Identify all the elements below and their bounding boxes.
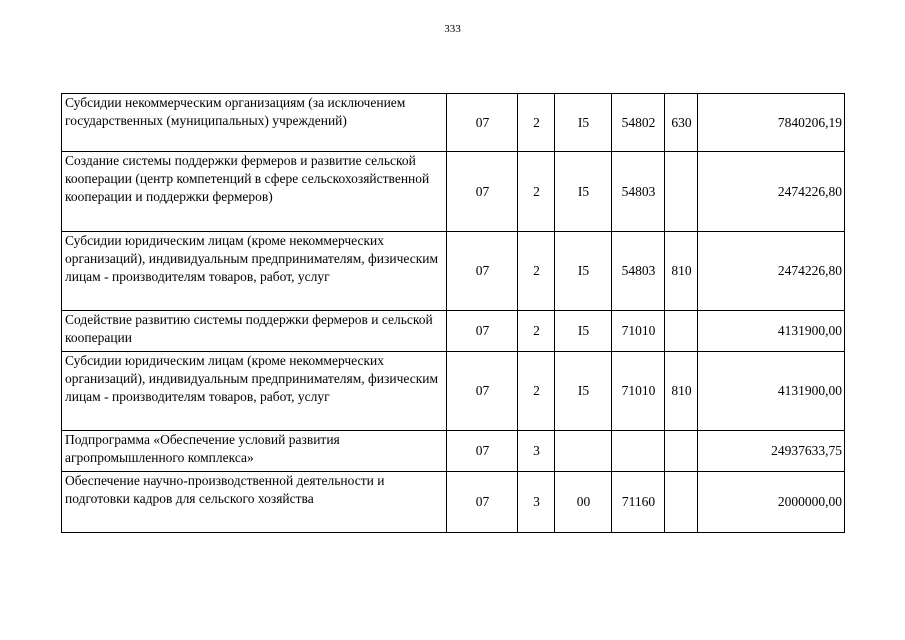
code-cell: 54802 xyxy=(612,94,665,152)
podrazdel-cell: 2 xyxy=(518,311,555,352)
page-number: 333 xyxy=(444,23,461,35)
podrazdel-cell: 2 xyxy=(518,232,555,311)
razdel-cell: 07 xyxy=(447,152,518,232)
row-name-cell: Обеспечение научно-производственной деятельности и подготовки кадров для сельского хозяйства xyxy=(62,472,447,533)
program-cell: I5 xyxy=(555,94,612,152)
sum-cell: 2000000,00 xyxy=(698,472,845,533)
sum-cell: 2474226,80 xyxy=(698,152,845,232)
vid-cell: 630 xyxy=(665,94,698,152)
program-cell: I5 xyxy=(555,352,612,431)
program-cell: I5 xyxy=(555,152,612,232)
table-row xyxy=(62,232,845,311)
sum-cell: 4131900,00 xyxy=(698,352,845,431)
row-name-cell: Субсидии юридическим лицам (кроме некоммерческих организаций), индивидуальным предпринимателям, физическим лицам - производителям товаров, работ, услуг xyxy=(62,352,447,431)
vid-cell xyxy=(665,431,698,472)
vid-cell: 810 xyxy=(665,232,698,311)
code-cell: 71010 xyxy=(612,311,665,352)
razdel-cell: 07 xyxy=(447,94,518,152)
row-name-cell: Подпрограмма «Обеспечение условий развития агропромышленного комплекса» xyxy=(62,431,447,472)
razdel-cell: 07 xyxy=(447,232,518,311)
vid-cell xyxy=(665,472,698,533)
table-row xyxy=(62,472,845,533)
podrazdel-cell: 3 xyxy=(518,431,555,472)
razdel-cell: 07 xyxy=(447,431,518,472)
razdel-cell: 07 xyxy=(447,472,518,533)
sum-cell: 4131900,00 xyxy=(698,311,845,352)
sum-cell: 24937633,75 xyxy=(698,431,845,472)
razdel-cell: 07 xyxy=(447,352,518,431)
podrazdel-cell: 2 xyxy=(518,352,555,431)
row-name-cell: Субсидии юридическим лицам (кроме некоммерческих организаций), индивидуальным предпринимателям, физическим лицам - производителям товаров, работ, услуг xyxy=(62,232,447,311)
table-row xyxy=(62,94,845,152)
table-row xyxy=(62,311,845,352)
code-cell: 71160 xyxy=(612,472,665,533)
razdel-cell: 07 xyxy=(447,311,518,352)
row-name-cell: Создание системы поддержки фермеров и развитие сельской кооперации (центр компетенций в сфере сельскохозяйственной кооперации и поддержки фермеров) xyxy=(62,152,447,232)
podrazdel-cell: 2 xyxy=(518,94,555,152)
vid-cell: 810 xyxy=(665,352,698,431)
vid-cell xyxy=(665,311,698,352)
table-row xyxy=(62,152,845,232)
code-cell xyxy=(612,431,665,472)
podrazdel-cell: 3 xyxy=(518,472,555,533)
program-cell: 00 xyxy=(555,472,612,533)
row-name-cell: Содействие развитию системы поддержки фермеров и сельской кооперации xyxy=(62,311,447,352)
vid-cell xyxy=(665,152,698,232)
budget-table xyxy=(61,93,845,533)
program-cell xyxy=(555,431,612,472)
sum-cell: 7840206,19 xyxy=(698,94,845,152)
code-cell: 54803 xyxy=(612,152,665,232)
row-name-cell: Субсидии некоммерческим организациям (за исключением государственных (муниципальных) учреждений) xyxy=(62,94,447,152)
table-row xyxy=(62,431,845,472)
program-cell: I5 xyxy=(555,232,612,311)
code-cell: 54803 xyxy=(612,232,665,311)
table-row xyxy=(62,352,845,431)
code-cell: 71010 xyxy=(612,352,665,431)
podrazdel-cell: 2 xyxy=(518,152,555,232)
program-cell: I5 xyxy=(555,311,612,352)
sum-cell: 2474226,80 xyxy=(698,232,845,311)
